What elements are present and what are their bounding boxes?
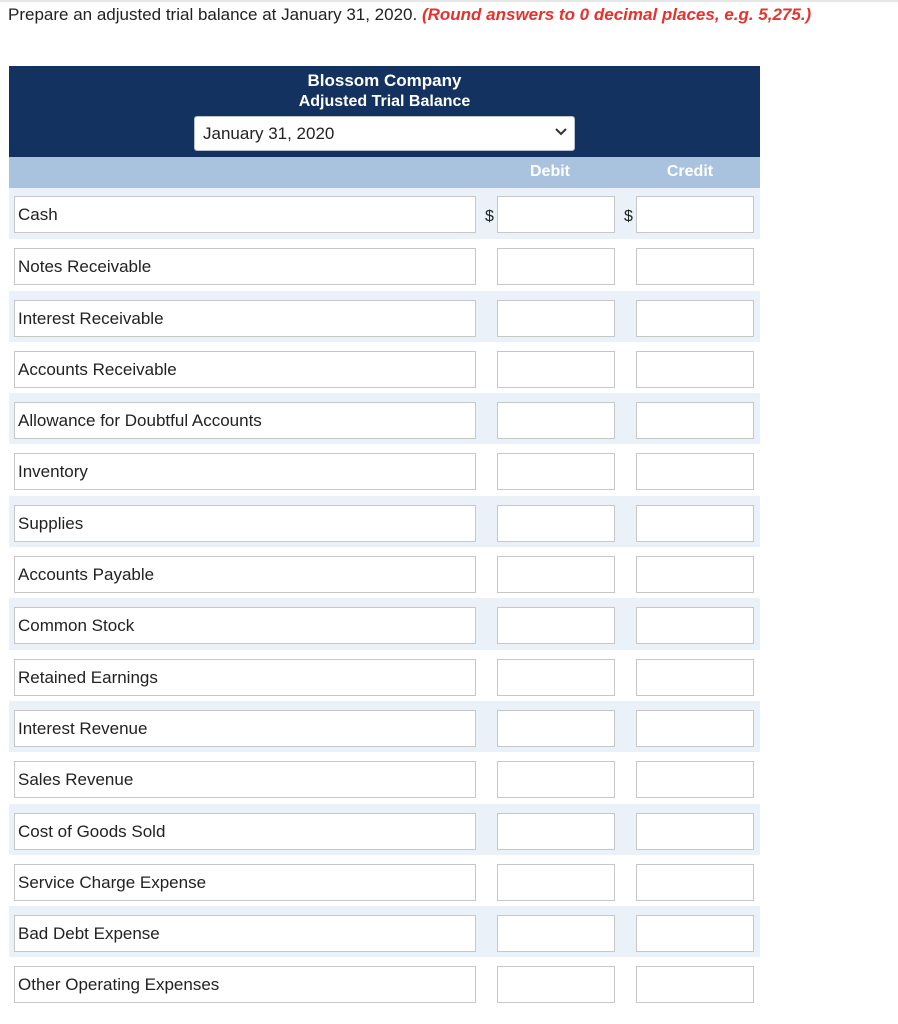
account-name-field[interactable]: Inventory bbox=[14, 453, 476, 490]
table-row bbox=[9, 291, 760, 342]
account-name-field[interactable]: Accounts Receivable bbox=[14, 351, 476, 388]
credit-input[interactable] bbox=[636, 556, 754, 593]
column-headers bbox=[9, 157, 760, 188]
account-name-field[interactable]: Interest Receivable bbox=[14, 300, 476, 337]
debit-input[interactable] bbox=[497, 300, 615, 337]
instruction-text: Prepare an adjusted trial balance at January 31, 2020. bbox=[8, 5, 422, 24]
account-name-field[interactable]: Interest Revenue bbox=[14, 710, 476, 747]
table-header bbox=[9, 66, 760, 157]
credit-input[interactable] bbox=[636, 761, 754, 798]
table-row bbox=[9, 547, 760, 598]
currency-symbol: $ bbox=[485, 208, 494, 225]
instructions bbox=[8, 4, 893, 25]
debit-input[interactable] bbox=[497, 556, 615, 593]
debit-input[interactable] bbox=[497, 710, 615, 747]
credit-column-header: Credit bbox=[666, 163, 714, 180]
debit-input[interactable] bbox=[497, 453, 615, 490]
date-dropdown[interactable] bbox=[194, 116, 575, 151]
debit-input[interactable] bbox=[497, 966, 615, 1003]
debit-input[interactable] bbox=[497, 505, 615, 542]
date-dropdown-value: January 31, 2020 bbox=[203, 124, 335, 143]
table-row bbox=[9, 957, 760, 1008]
table-row bbox=[9, 393, 760, 444]
account-name-field[interactable]: Cash bbox=[14, 196, 476, 233]
credit-input[interactable] bbox=[636, 813, 754, 850]
debit-input[interactable] bbox=[497, 607, 615, 644]
account-name-field[interactable]: Supplies bbox=[14, 505, 476, 542]
account-name-field[interactable]: Sales Revenue bbox=[14, 761, 476, 798]
statement-title: Adjusted Trial Balance bbox=[298, 93, 471, 110]
credit-input[interactable] bbox=[636, 402, 754, 439]
trial-balance-table bbox=[9, 66, 760, 1009]
account-name-field[interactable]: Allowance for Doubtful Accounts bbox=[14, 402, 476, 439]
debit-column-header: Debit bbox=[530, 163, 570, 180]
account-name-field[interactable]: Notes Receivable bbox=[14, 248, 476, 285]
debit-input[interactable] bbox=[497, 659, 615, 696]
credit-input[interactable] bbox=[636, 196, 754, 233]
debit-input[interactable] bbox=[497, 196, 615, 233]
credit-input[interactable] bbox=[636, 453, 754, 490]
table-row bbox=[9, 188, 760, 239]
account-name-field[interactable]: Common Stock bbox=[14, 607, 476, 644]
credit-input[interactable] bbox=[636, 710, 754, 747]
debit-input[interactable] bbox=[497, 864, 615, 901]
credit-input[interactable] bbox=[636, 505, 754, 542]
debit-input[interactable] bbox=[497, 402, 615, 439]
table-row bbox=[9, 598, 760, 649]
debit-input[interactable] bbox=[497, 248, 615, 285]
instruction-emphasis: (Round answers to 0 decimal places, e.g. 5,275.) bbox=[421, 5, 812, 24]
account-name-field[interactable]: Other Operating Expenses bbox=[14, 966, 476, 1003]
debit-input[interactable] bbox=[497, 813, 615, 850]
credit-input[interactable] bbox=[636, 248, 754, 285]
table-row bbox=[9, 855, 760, 906]
credit-input[interactable] bbox=[636, 300, 754, 337]
table-row bbox=[9, 342, 760, 393]
table-row bbox=[9, 804, 760, 855]
debit-input[interactable] bbox=[497, 351, 615, 388]
credit-input[interactable] bbox=[636, 966, 754, 1003]
table-row bbox=[9, 444, 760, 495]
table-row bbox=[9, 650, 760, 701]
credit-input[interactable] bbox=[636, 659, 754, 696]
account-name-field[interactable]: Cost of Goods Sold bbox=[14, 813, 476, 850]
company-name: Blossom Company bbox=[307, 71, 462, 90]
credit-input[interactable] bbox=[636, 351, 754, 388]
table-row bbox=[9, 701, 760, 752]
debit-input[interactable] bbox=[497, 761, 615, 798]
currency-symbol: $ bbox=[624, 208, 633, 225]
top-divider bbox=[0, 0, 898, 2]
account-name-field[interactable]: Bad Debt Expense bbox=[14, 915, 476, 952]
table-row bbox=[9, 496, 760, 547]
table-row bbox=[9, 752, 760, 803]
account-rows bbox=[9, 188, 760, 1009]
credit-input[interactable] bbox=[636, 864, 754, 901]
credit-input[interactable] bbox=[636, 915, 754, 952]
debit-input[interactable] bbox=[497, 915, 615, 952]
table-row bbox=[9, 906, 760, 957]
account-name-field[interactable]: Retained Earnings bbox=[14, 659, 476, 696]
account-name-field[interactable]: Service Charge Expense bbox=[14, 864, 476, 901]
credit-input[interactable] bbox=[636, 607, 754, 644]
chevron-down-icon bbox=[554, 124, 568, 138]
table-row bbox=[9, 239, 760, 290]
account-name-field[interactable]: Accounts Payable bbox=[14, 556, 476, 593]
